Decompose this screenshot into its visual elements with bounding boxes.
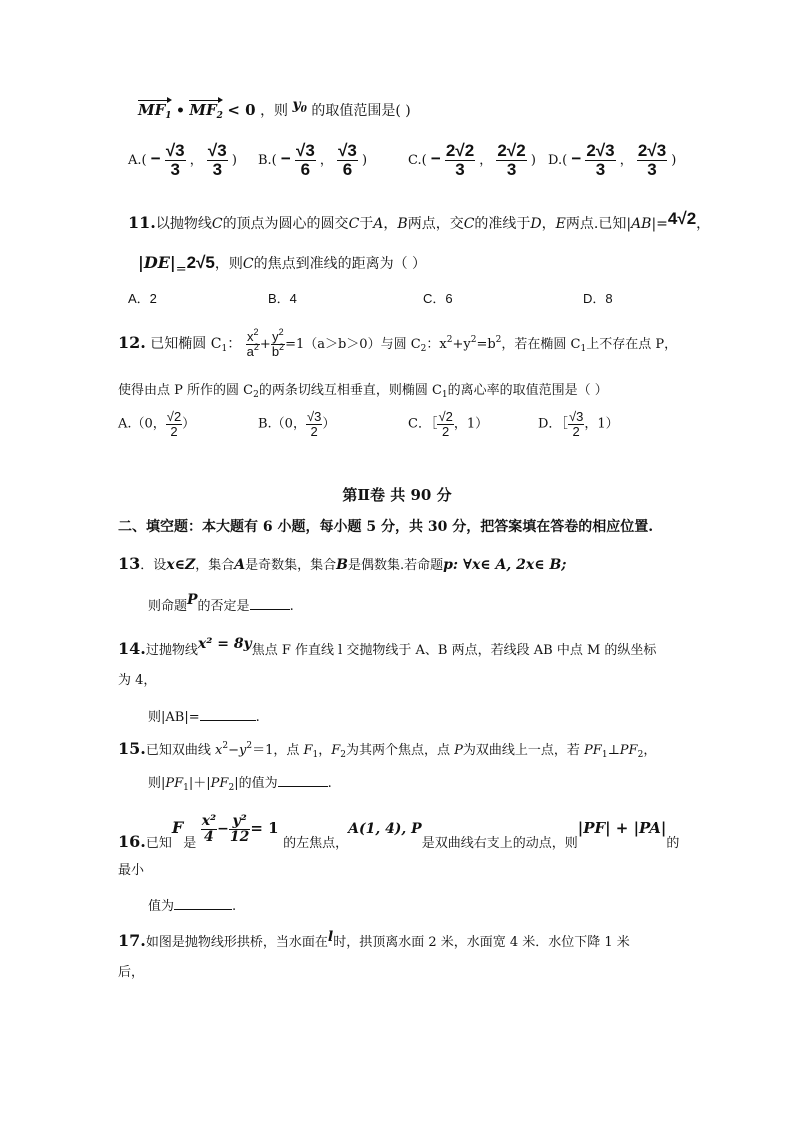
q10-text-range: 的取值范围是( ): [311, 103, 411, 119]
section-heading: 二、填空题：本大题有 6 小题，每小题 5 分，共 30 分，把答案填在答卷的相应位置.: [118, 519, 654, 535]
q12-option-d: D．［ $\frac{√3}{2}$ ，1）: [538, 409, 619, 439]
dot-operator: •: [175, 103, 185, 119]
q16-stem-line2: 最小: [118, 863, 145, 878]
q12-option-b: B.（0， $\frac{√3}{2}$ ）: [258, 409, 336, 439]
q10-condition: [138, 97, 411, 121]
q11-stem-line1: 11.以抛物线C的顶点为圆心的圆交C于A，B两点，交C的准线于D，E两点.已知|AB|=4√2，: [128, 209, 711, 232]
q15-stem-line2: 则$|PF_1|+|PF_2|$的值为 .: [148, 776, 332, 793]
q10-option-a: A.( − $\frac{√3}{3}$ ， $\frac{√3}{3}$ ): [128, 141, 237, 179]
section-title: 第Ⅱ卷 共 90 分: [342, 486, 452, 504]
vector-mf2: $MF_2$: [189, 101, 223, 121]
q12-stem-line2: 使得由点 P 所作的圆 $C_2$的两条切线互相垂直，则椭圆 $C_1$的离心率的取值范围是（ ）: [118, 383, 608, 400]
q14-answer-blank[interactable]: [200, 708, 256, 721]
y0-symbol: $y_0$: [292, 97, 307, 115]
q16-stem-line3: 值为 .: [148, 899, 237, 914]
q13-stem-line2: 则命题P的否定是 .: [148, 592, 294, 614]
q16-stem-line1: 16.已知F是 $\frac{\text{x²}}{4}$ − $\frac{\text{y²}}{12}$ = 1 的左焦点，A(1, 4), P是双曲线右支上的动点，则|PF| + |PA|的: [118, 813, 680, 852]
q12-option-a: A.（0， $\frac{√2}{2}$ ）: [118, 409, 196, 439]
q14-stem-line3: 则|AB|= .: [148, 710, 260, 725]
q16-answer-blank[interactable]: [174, 897, 232, 910]
q11-option-a: A．2: [128, 291, 157, 306]
q13-stem-line1: 13．设x∈Z，集合A是奇数集，集合B是偶数集.若命题p: ∀x∈ A, 2x∈ B;: [118, 554, 567, 573]
q12-option-c: C．［ $\frac{√2}{2}$ ，1）: [408, 409, 489, 439]
q14-stem-line1: 14.过抛物线x² = 8y焦点 F 作直线 l 交抛物线于 A、B 两点，若线段 AB 中点 M 的纵坐标: [118, 636, 657, 658]
q11-option-c: C．6: [423, 291, 453, 306]
q10-option-d: D.( − $\frac{2√3}{3}$ ， $\frac{2√3}{3}$ ): [548, 141, 677, 179]
vector-mf1: $MF_1$: [138, 101, 172, 121]
q14-stem-line2: 为 4，: [118, 673, 157, 688]
q11-stem-line2: |DE|=2√5，则C的焦点到准线的距离为（ ）: [138, 253, 427, 277]
q11-option-b: B．4: [268, 291, 297, 306]
q17-stem-line1: 17.如图是抛物线形拱桥，当水面在l时，拱顶离水面 2 米，水面宽 4 米．水位下降 1 米: [118, 929, 630, 950]
q11-option-d: D．8: [583, 291, 613, 306]
q10-option-c: C.( − $\frac{2√2}{3}$ ， $\frac{2√2}{3}$ ): [408, 141, 536, 179]
q13-answer-blank[interactable]: [250, 597, 290, 610]
q10-text: ，则: [260, 103, 289, 119]
less-than-zero: < 0: [227, 101, 256, 119]
q10-option-b: B.( − $\frac{√3}{6}$ ， $\frac{√3}{6}$ ): [258, 141, 368, 179]
q15-stem-line1: 15.已知双曲线 $x^2-y^2=1$，点 $F_1$，$F_2$为其两个焦点，点 P为双曲线上一点，若 $PF_1\perp PF_2$，: [118, 739, 657, 760]
q15-answer-blank[interactable]: [278, 774, 328, 787]
q12-stem-line1: 12. 已知椭圆 $C_1$： $\frac{x^2}{a^2}$ + $\frac{y^2}{b^2}$ =1（a＞b＞0）与圆 $C_2$：$x^2+y^2=b^2$，若在椭圆 $C_1$上不存在点 P，: [118, 327, 678, 359]
q17-stem-line2: 后，: [118, 965, 145, 980]
